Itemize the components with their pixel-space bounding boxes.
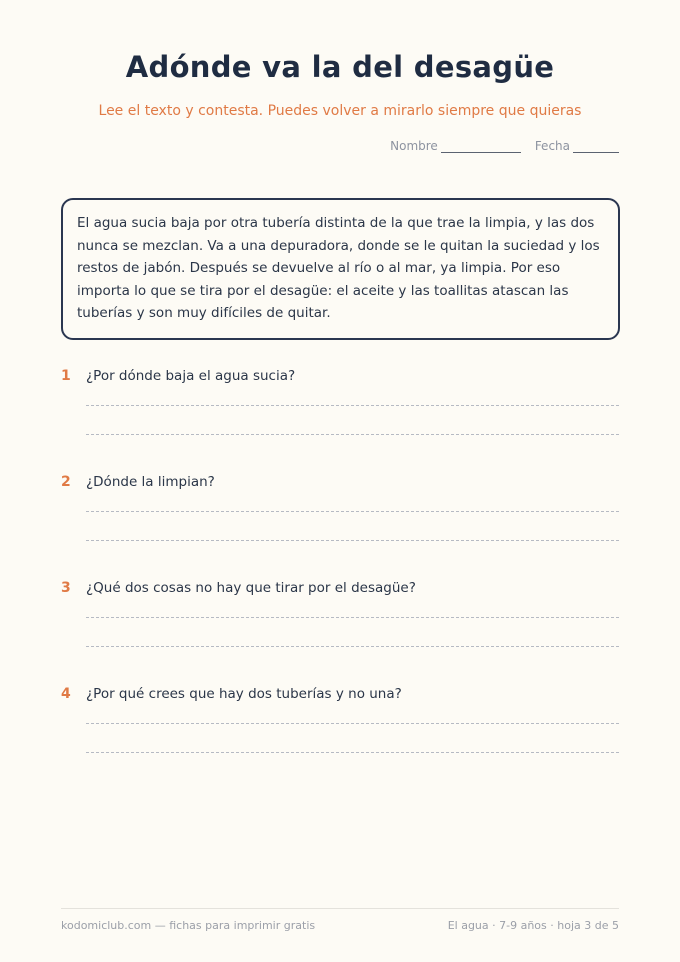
page-title: Adónde va la del desagüe xyxy=(125,50,555,84)
answer-line[interactable] xyxy=(86,540,619,541)
footer-site: kodomiclub.com — fichas para imprimir gratis xyxy=(61,919,316,932)
question-text: ¿Dónde la limpian? xyxy=(86,474,215,490)
question-number: 2 xyxy=(61,474,71,490)
date-blank[interactable] xyxy=(573,140,619,153)
instructions: Lee el texto y contesta. Puedes volver a mirarlo siempre que quieras xyxy=(98,103,582,119)
answer-line[interactable] xyxy=(86,617,619,618)
reading-passage: El agua sucia baja por otra tubería distinta de la que trae la limpia, y las dos nunca se mezclan. Va a una depuradora, donde se le quitan la suciedad y los restos de jabón. Después se devuelve al río o al mar, ya limpia. Por eso importa lo que se tira por el desagüe: el aceite y las toallitas atascan las tuberías y son muy difíciles de quitar. xyxy=(61,198,620,340)
question-number: 1 xyxy=(61,368,71,384)
question-text: ¿Por dónde baja el agua sucia? xyxy=(86,368,296,384)
answer-line[interactable] xyxy=(86,723,619,724)
question-4 xyxy=(61,686,619,702)
question-3 xyxy=(61,580,619,596)
student-info xyxy=(390,139,619,153)
answer-line[interactable] xyxy=(86,646,619,647)
question-1 xyxy=(61,368,619,384)
date-label: Fecha xyxy=(534,139,570,153)
answer-line[interactable] xyxy=(86,434,619,435)
answer-line[interactable] xyxy=(86,405,619,406)
question-number: 3 xyxy=(61,580,71,596)
name-blank[interactable] xyxy=(441,140,521,153)
question-number: 4 xyxy=(61,686,71,702)
answer-line[interactable] xyxy=(86,752,619,753)
footer-page-info: El agua · 7-9 años · hoja 3 de 5 xyxy=(447,919,619,932)
question-text: ¿Por qué crees que hay dos tuberías y no una? xyxy=(86,686,402,702)
footer xyxy=(61,919,619,932)
footer-divider xyxy=(61,908,619,909)
name-label: Nombre xyxy=(390,139,438,153)
answer-line[interactable] xyxy=(86,511,619,512)
question-text: ¿Qué dos cosas no hay que tirar por el desagüe? xyxy=(86,580,416,596)
question-2 xyxy=(61,474,619,490)
